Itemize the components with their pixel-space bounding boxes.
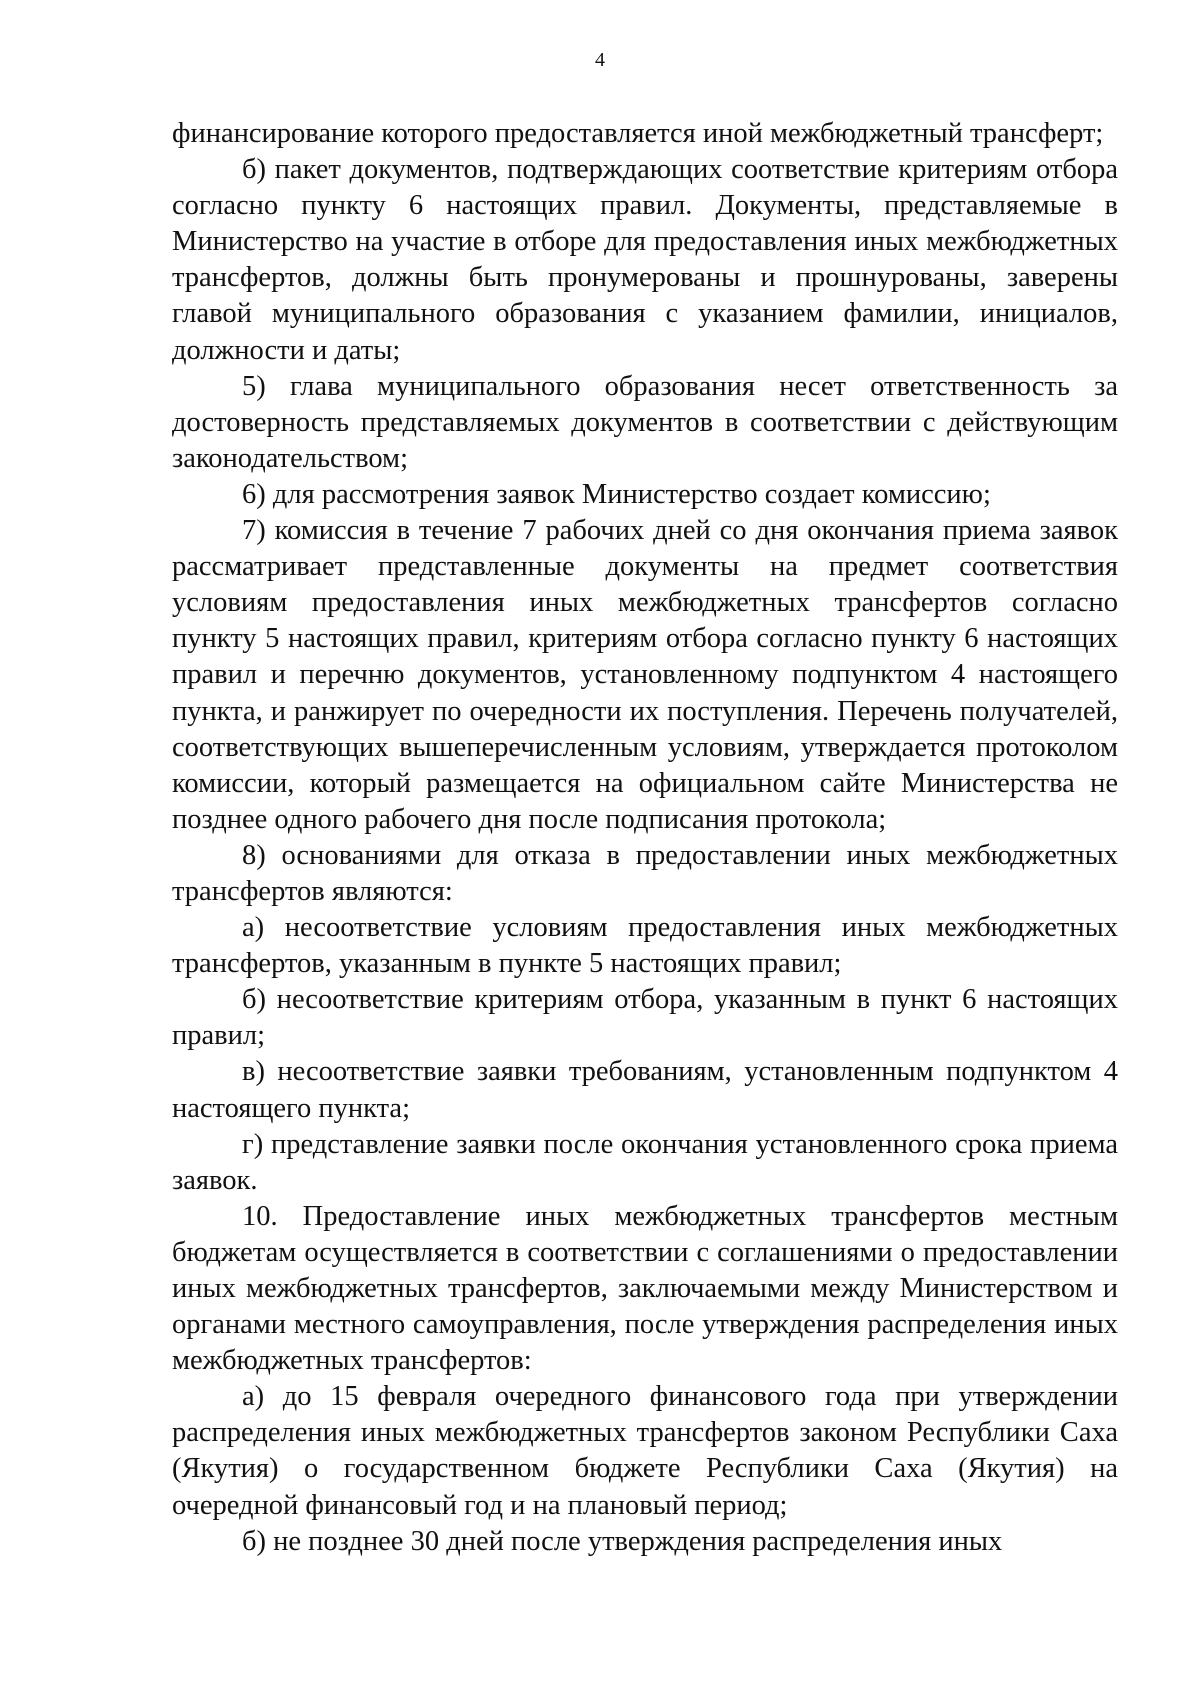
paragraph-item-b-documents: б) пакет документов, подтверждающих соответствие критериям отбора согласно пункту 6 настоящих правил. Документы, представляемые в Министерство на участие в отборе для предоставления иных межбюджетных трансфертов, должны быть пронумерованы и прошнурованы, заверены главой муниципального образования с указанием фамилии, инициалов, должности и даты; (172, 154, 1118, 366)
document-body (172, 116, 1118, 1560)
paragraph-continuation: финансирование которого предоставляется иной межбюджетный трансферт; (172, 118, 1104, 149)
paragraph-item-v-requirements: в) несоответствие заявки требованиям, установленным подпунктом 4 настоящего пункта; (172, 1056, 1118, 1124)
paragraph-item-g-deadline: г) представление заявки после окончания установленного срока приема заявок. (172, 1128, 1118, 1196)
paragraph-item-5-responsibility: 5) глава муниципального образования несет ответственность за достоверность представляемых документов в соответствии с действующим законодательством; (172, 370, 1118, 474)
paragraph-item-a-february: а) до 15 февраля очередного финансового года при утверждении распределения иных межбюджетных трансфертов законом Республики Саха (Якутия) о государственном бюджете Республики Саха (Якутия) на очередной финансовый год и на плановый период; (172, 1381, 1118, 1521)
paragraph-item-b-criteria: б) несоответствие критериям отбора, указанным в пункт 6 настоящих правил; (172, 984, 1118, 1052)
page-number: 4 (595, 49, 605, 71)
paragraph-item-8-refusal-grounds: 8) основаниями для отказа в предоставлении иных межбюджетных трансфертов являются: (172, 839, 1118, 907)
paragraph-item-a-conditions: а) несоответствие условиям предоставления иных межбюджетных трансфертов, указанным в пункте 5 настоящих правил; (172, 912, 1118, 980)
paragraph-item-6-commission: 6) для рассмотрения заявок Министерство создает комиссию; (242, 478, 991, 510)
paragraph-section-10: 10. Предоставление иных межбюджетных трансфертов местным бюджетам осуществляется в соответствии с соглашениями о предоставлении иных межбюджетных трансфертов, заключаемыми между Министерством и органами местного самоуправления, после утверждения распределения иных межбюджетных трансфертов: (172, 1200, 1118, 1377)
paragraph-item-7-review: 7) комиссия в течение 7 рабочих дней со дня окончания приема заявок рассматривает представленные документы на предмет соответствия условиям предоставления иных межбюджетных трансфертов согласно пункту 5 настоящих правил, критериям отбора согласно пункту 6 настоящих правил и перечню документов, установленному подпунктом 4 настоящего пункта, и ранжирует по очередности их поступления. Перечень получателей, соответствующих вышеперечисленным условиям, утверждается протоколом комиссии, который размещается на официальном сайте Министерства не позднее одного рабочего дня после подписания протокола; (172, 515, 1118, 835)
paragraph-item-b-30-days: б) не позднее 30 дней после утверждения распределения иных (242, 1525, 1003, 1557)
